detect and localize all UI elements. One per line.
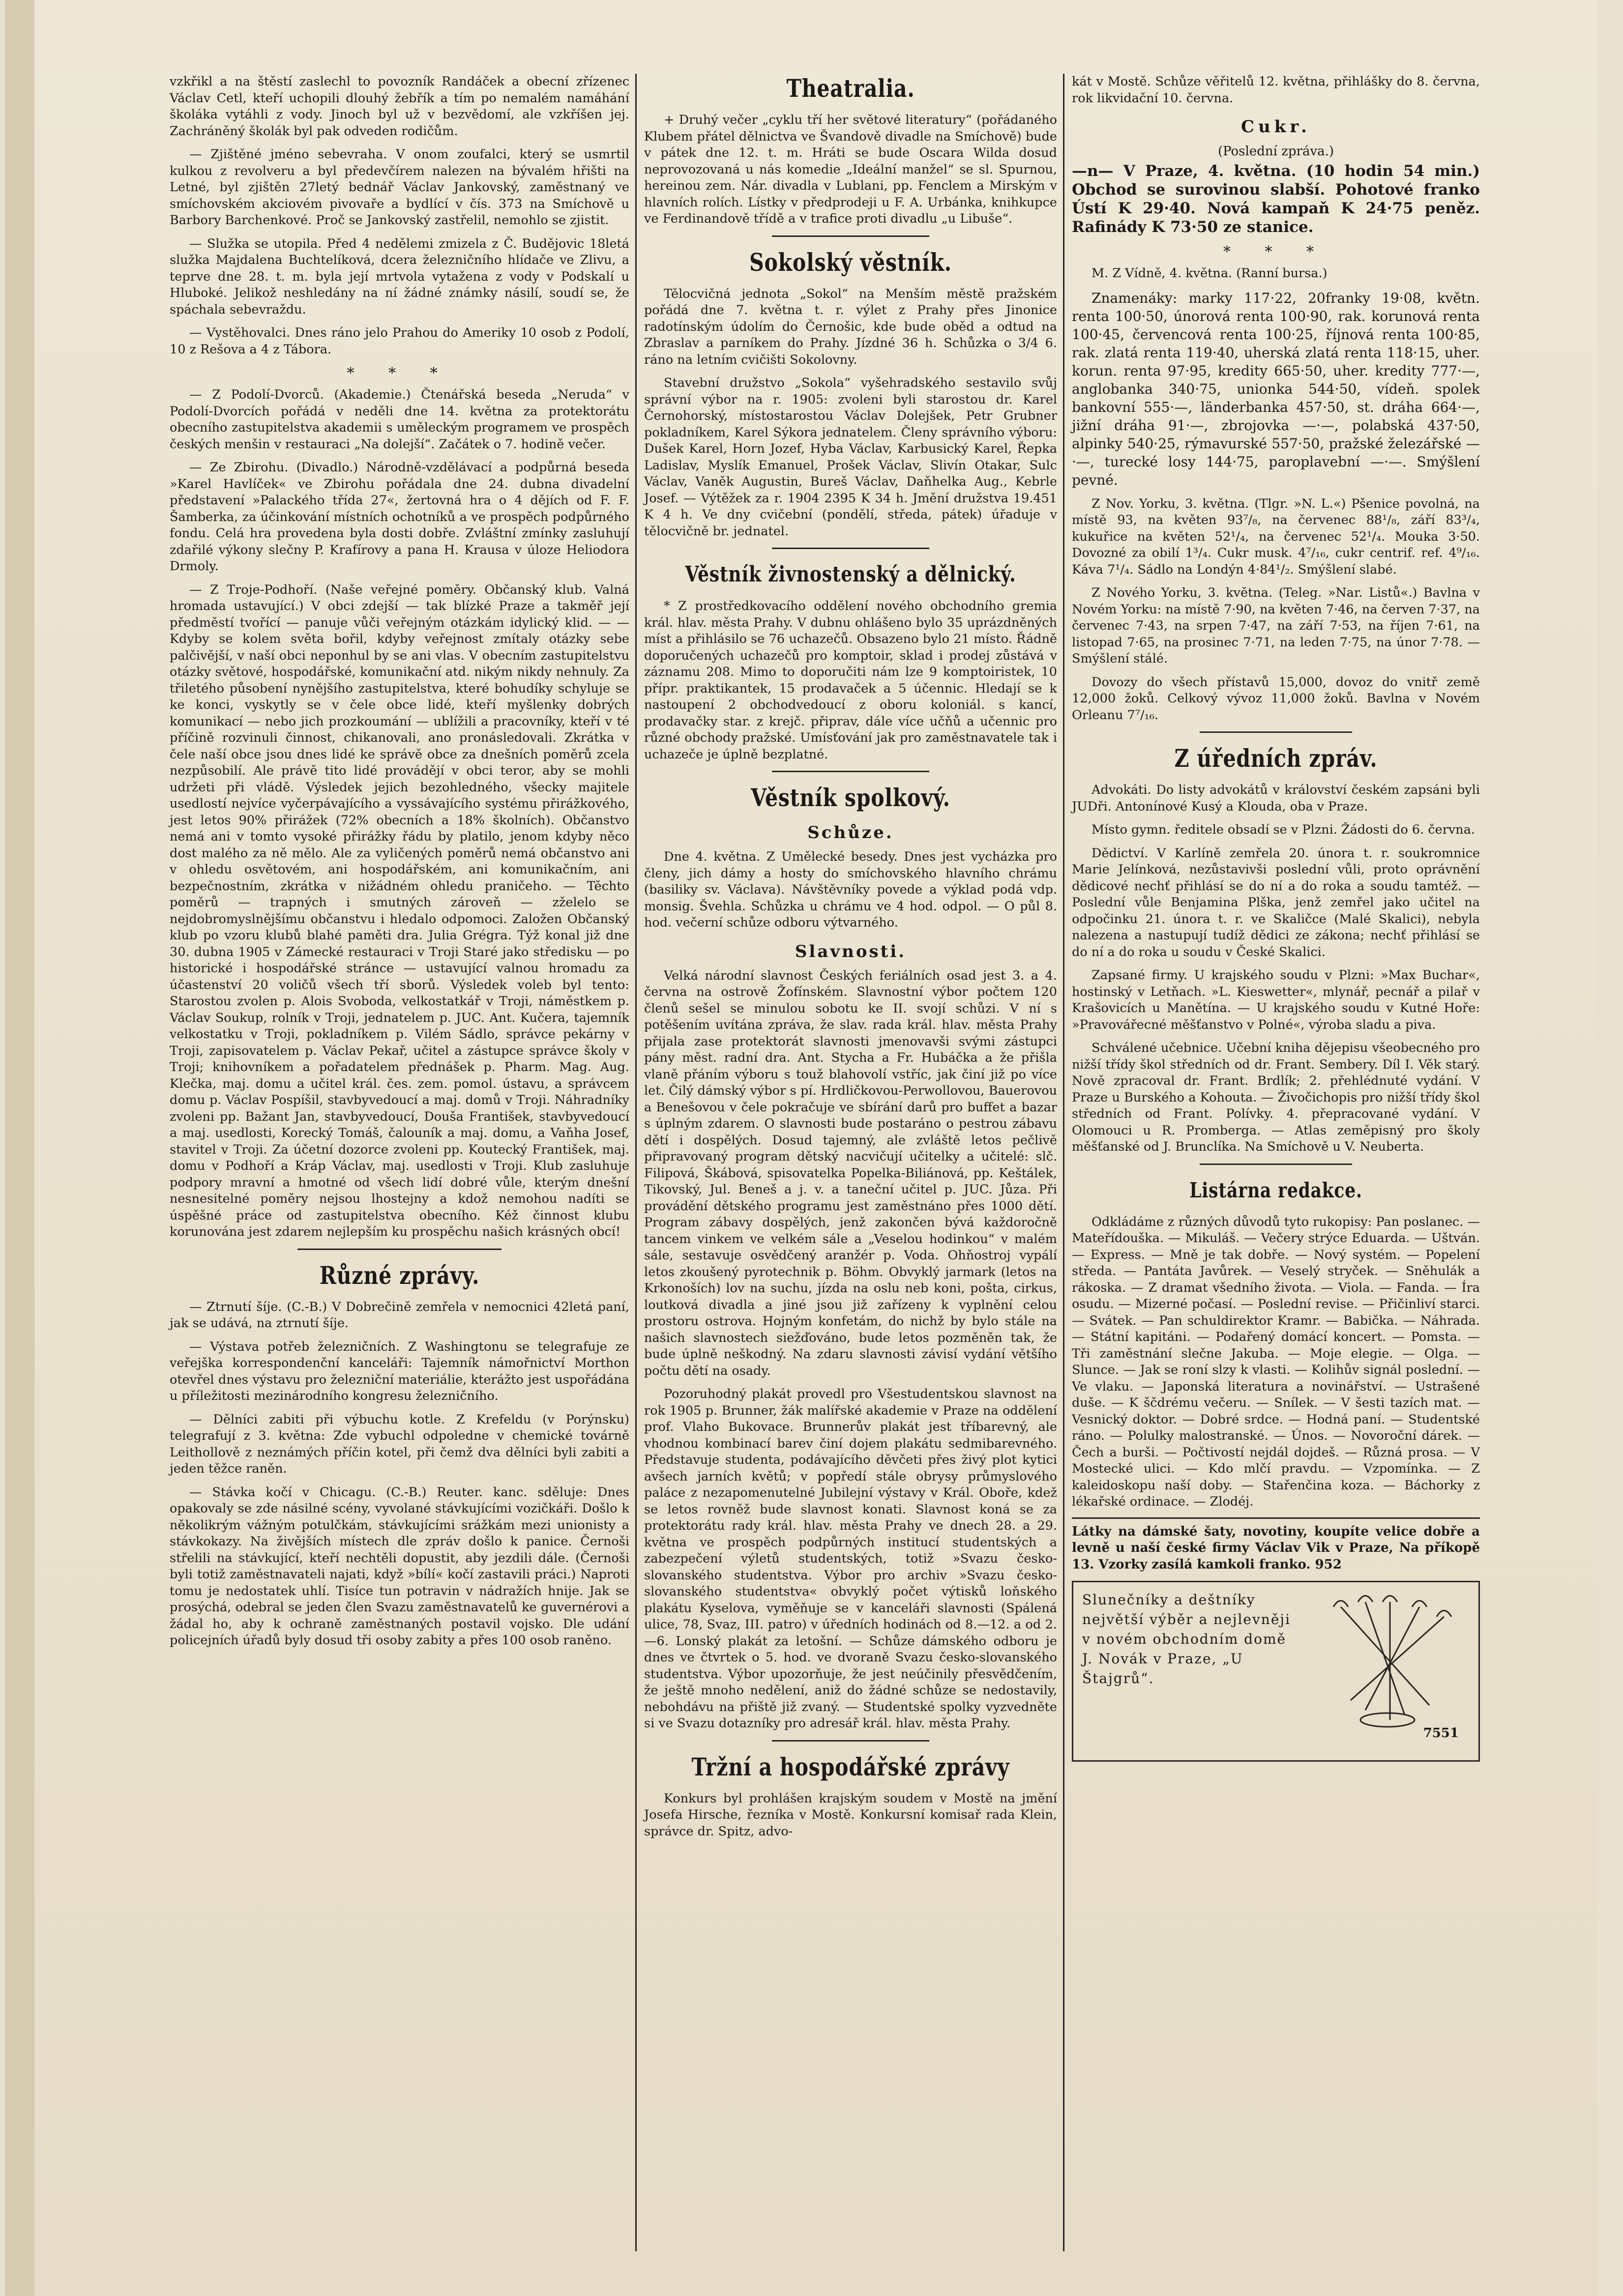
cukr-note: (Poslední zpráva.) [1217,144,1334,159]
divider [772,235,929,237]
news-item-podoli: — Z Podolí-Dvorců. (Akademie.) Čtenářská beseda „Neruda“ v Podolí-Dvorcích pořádá v neděli dne 14. května za protektorátu obecního zastupitelstva akademii s uměleckým programem ve prospěch českých menšin v restauraci „Na dolejší“. Začátek o 7. hodině večer. [170,387,629,452]
schuze-text: Dne 4. května. Z Umělecké besedy. Dnes jest vycházka pro členy, jich dámy a hosty do smíchovského hlavního chrámu (basiliky sv. Václava). Návštěvníky povede a výklad podá vdp. monsig. Švehla. Schůzka u chrámu ve 4 hod. odpol. — O půl 8. hod. večerní schůze odboru výtvarného. [644,849,1057,930]
cukr-report: —n— V Praze, 4. května. (10 hodin 54 min.) Obchod se surovinou slabší. Pohotové franko Ústí K 29·40. Nová kampaň K 24·75 peněz. Rafinády K 73·50 ze stanice. [1072,162,1480,236]
divider [772,548,929,549]
newspaper-page [34,0,1598,2296]
sokol-item: Tělocvičná jednota „Sokol“ na Menším městě pražském pořádá dne 7. května t. r. výlet z Prahy přes Jinonice radotínským údolím do Černošic, kde bude oběd a odtud na Zbraslav a parníkem do Prahy. Jízdné 36 h. Schůzka o 3/4 6. ráno na letním cvičišti Sokolovny. [644,286,1057,367]
news-item-suicide: — Zjištěné jméno sebevraha. V onom zoufalci, který se usmrtil kulkou z revolveru a byl předevčírem nalezen na bývalém hřišti na Letné, byl zjištěn 27letý bednář Václav Jankovský, zaměstnaný ve smíchovském akciovém pivovaře a bydlící v čís. 373 na Smíchově u Barbory Barchenkové. Proč se Jankovský zastřelil, nemohlo se zjistit. [170,147,629,228]
divider [1200,1163,1352,1165]
section-title-zivnost: Věstník živnostenský a dělnický. [685,562,1016,587]
news-item-maid: — Služka se utopila. Před 4 nedělemi zmizela z Č. Budějovic 18letá služka Majdalena Buchtelíková, dcera železničního hlídače ve Zlivu, a teprve dne 28. t. m. byla její mrtvola vytažena z vody v Podskalí u Hluboké. Jelikož neshledány na ní žádné známky násilí, soudí se, že spáchala sebevraždu. [170,236,629,317]
ad-umbrellas-text: Slunečníky a deštníky největší výběr a nejlevněji v novém obchodním domě J. Novák v Praze, „U Štajgrů“. [1082,1592,1291,1686]
newyork-imports: Dovozy do všech přístavů 15,000, dovoz do vnitř země 12,000 žoků. Celkový vývoz 11,000 žoků. Bavlna v Novém Orleanu 7⁷/₁₆. [1072,674,1480,723]
section-title-trzni: Tržní a hospodářské zprávy [691,1752,1010,1781]
urad-item-firmy: Zapsané firmy. U krajského soudu v Plzni: »Max Buchar«, hostinský v Letňach. »L. Kieswetter«, mlynář, pecnář a pilař v Krašovicích u Manětína. — U krajského soudu v Kutné Hoře: »Pravovářecné měšťanstvo v Polné«, výroba sladu a piva. [1072,968,1480,1032]
divider [772,1740,929,1742]
section-title-theatralia: Theatralia. [786,74,915,103]
subheading-slavnosti: Slavnosti. [795,941,907,961]
divider [772,771,929,772]
urad-item-dedictvi: Dědictví. V Karlíně zemřela 20. února t. r. soukromnice Marie Jelínková, nezůstavivši poslední vůli, proto oprávnění dědicové nechť přihlásí se do ní a do roka a soudu tamtéž. — Poslední vůle Benjamina Plška, jenž zemřel jako učitel na odpočinku 21. února t. r. ve Skaličce (Malé Skalici), nebyla nalezena a nastupují tudíž dědici ze zákona; nechť přihlásí se do ní a do roka u soudu v České Skalici. [1072,845,1480,959]
news-item-troja: — Z Troje-Podhoří. (Naše veřejné poměry. Občanský klub. Valná hromada ustavující.) V obci zdejší — tak blízké Praze a takměř její předměstí tvořící — panuje vůči veřejným otázkám idylický klid. — — Kdyby se kolem světa bořil, kdyby veřejnost zmítaly otázky sebe palčivější, v naší obci neponhul by se ani vlas. V obecním zastupitelstvu otázky světové, hospodářské, komunikační atd. nikým nikdy nehnuly. Za třiletého působení nynějšího zastupitelstva, které bohudíky schyluje se ke konci, vyskytly se v čele obce lidé, kteří myšlenky dobrých komunikací — nebo jich prozkoumání — ublížili a pracovníky, kteří v té příčině rozvinuli činnost, chikanovali, ano pronásledovali. Zkrátka v čele naší obce jsou dnes lidé ke správě obce za dnešních poměrů zcela nezpůsobilí. Ale právě tito lidé provádějí v obci teror, aby se mohli udržeti při vládě. Výsledek jejich bezohledného, všecky majitele usedlostí nejvíce vyčerpávajícího a vyssávajícího systému přirážkového, jest letos 90% přirážek (72% obecních a 18% školních). Občanstvo nemá ani v tomto vysoké přirážky řádu by platilo, jenom kdyby něco dost malého za ně mělo. Ale za vyličených poměrů nemá občanstvo ani v ohledu osvětovém, ani hospodářském, ani komunikačním, ani bezpečnostním, zkrátka v nižádném ohledu praničeho. — Těchto poměrů — trapných i smutných zároveň — zželelo se nejdobromyslnějšímu občanstvu i hledalo odpomoci. Založen Občanský klub po vzoru klubů blahé paměti dra. Julia Grégra. Týž konal již dne 30. dubna 1905 v Zámecké restauraci v Troji Staré jako středisku — po historické i hospodářské stránce — ustavující valnou hromadu za účastenství 20 voličů všech tří sborů. Výsledek voleb byl tento: Starostou zvolen p. Alois Svoboda, velkostatkář v Troji, náměstkem p. Václav Soukup, rolník v Troji, jednatelem p. JUC. Ant. Kučera, tajemník velkostatku v Troji, pokladníkem p. Vilém Sádlo, správce pekárny v Troji, zapisovatelem p. Václav Pekař, učitel a zástupce správce školy v Troji; knihovníkem a pořadatelem přednášek p. Pharm. Mag. Aug. Klečka, maj. domu a učitel král. čes. zem. pomol. ústavu, a správcem domu p. Václav Pospíšil, stavbyvedoucí a maj. domů v Troji. Náhradníky zvoleni pp. Bažant Jan, stavbyvedoucí, Douša František, stavbyvedoucí a maj. usedlosti, Korecký Tomáš, čalouník a maj. domu, a Vaňha Josef, stavitel v Troji. Za účetní dozorce zvoleni pp. Koutecký František, maj. domu v Podhoří a Kráp Václav, maj. usedlosti v Troji. Klub zasluhuje podpory mravní a hmotné od všech lidí dobré vůle, kterým dnešní nesnesitelné poměry nejsou lhostejny a kdož nemohou nadíti se úspěšné práce od zastupitelstva obecního. Kéž činnost klubu korunována jest zdarem nejlepším ku prospěchu našich krásných obcí! [170,582,629,1239]
zivnost-text: * Z prostředkovacího oddělení nového obchodního gremia král. hlav. města Prahy. V dubnu ohlášeno bylo 35 uprázdněných míst a přihlásilo se 76 uchazečů. Obsazeno bylo 21 místo. Řádně doporučených uchazečů pro komptoir, sklad i prodej zůstává v záznamu 208. Mimo to doporučiti nám lze 9 komptoiristek, 10 přípr. praktikantek, 15 prodavaček a 5 účennic. Hledají se k nastoupení 2 obchodvedoucí z oboru koloniál. s kancí, prodavačky star. z krejč. připrav, dále více učňů a učennic pro různé obchody pražské. Umísťování jak pro zaměstnavatele tak i uchazeče je úplně bezplatné. [644,599,1057,762]
slavnosti-text: Velká národní slavnost Českých feriálních osad jest 3. a 4. června na ostrově Žofínském. Slavnostní výbor počtem 120 členů sešel se minulou sobotu ke II. svojí schůzi. V ní s potěšením uvítána zpráva, že slav. rada král. hlav. města Prahy přijala zase protektorát slavnosti jmenovavši svými zástupci pány měst. radní dra. Ant. Stycha a Fr. Hubáčka a že přišla vlaně přáním výboru s touž blahovolí vstříc, jak činí již po více let. Čilý dámský výbor s pí. Hrdličkovou-Perwollovou, Bauerovou a Benešovou v čele pokračuje ve sbírání darů pro buffet a bazar s úplným zdarem. O slavnosti bude postaráno o pestrou zábavu dětí i dospělých. Dosud tajemný, ale zvláště letos pečlivě připravovaný program dětský nacvičují učitelky a učitelé: slč. Filipová, Škábová, spisovatelka Popelka-Biliánová, pp. Keštálek, Tikovský, Jul. Beneš a j. v. a taneční učitel p. JUC. Jůza. Při provádění dětského programu jest zaměstnáno přes 1000 dětí. Program zábavy dospělých, jenž zakončen bývá každoročně tancem vinkem ve velkém sále a „Veselou hodinkou“ v malém sále, sestavuje osvědčený aranžér p. Voda. Ohňostroj vypálí letos zkoušený pyrotechnik p. Böhm. Obvyklý jarmark (letos na Krkonoších) lov na suchu, jízda na oslu neb koni, pošta, cirkus, loutková divadla a jiné jsou již zařízeny k vyplnění celou prostoru ostrova. Hojným konfetám, do nichž by bylo stále na našich slavnostech siežďováno, bude letos pozměněn tak, že bude úplně neškodný. Na zdaru slavnosti závisí vydání většího počtu dětí na osady. [644,968,1057,1378]
column-3 [1072,74,1480,1762]
news-item-explosion: — Dělníci zabiti při výbuchu kotle. Z Krefeldu (v Porýnsku) telegrafují z 3. května: Zde vybuchl odpoledne v chemické továrně Leithollově z neznámých příčin kotel, při čemž dva dělníci byli zabiti a jeden těžce raněn. [170,1412,629,1476]
section-title-urad: Z úředních zpráv. [1174,744,1378,773]
urad-item-advokati: Advokáti. Do listy advokátů v království českém zapsáni byli JUDři. Antonínové Kusý a Klouda, oba v Praze. [1072,783,1480,814]
news-item-rescue: vzkřikl a na štěstí zaslechl to povozník Randáček a obecní zřízenec Václav Cetl, kteří uchopili dlouhý žebřík a tím po nemalém namáhání školáka vytáhli z vody. Jinoch byl už v bezvědomí, ale vzkříšen jej. Zachráněný školák byl pak odveden rodičům. [170,74,629,139]
subheading-cukr: Cukr. [1241,117,1311,137]
column-1 [170,74,629,1656]
section-title-spolky: Věstník spolkový. [751,783,950,812]
urad-item-reditel: Místo gymn. ředitele obsadí se v Plzni. Žádosti do 6. června. [1092,822,1475,837]
news-item-zbiroh: — Ze Zbirohu. (Divadlo.) Národně-vzdělávací a podpůrná beseda »Karel Havlíček« ve Zbirohu pořádala dne 24. dubna divadelní představení »Palackého třída 27«, žertovná hra o 4 dějích od F. F. Šamberka, za účinkování místních ochotníků a ve prospěch podpůrného fondu. Celá hra provedena byla dosti dobře. Zvláštní zmínky zasluhují zdařilé výkony slečny P. Krafírovy a pana H. Krausa v úloze Heliodora Drmoly. [170,460,629,574]
divider [297,1249,502,1250]
ad-fabrics: Látky na dámské šaty, novotiny, koupíte velice dobře a levně u naší české firmy Václav Vik v Praze, Na příkopě 13. Vzorky zasílá kamkoli franko. 952 [1072,1524,1480,1572]
news-item-exhibition: — Výstava potřeb železničních. Z Washingtonu se telegrafuje ze veřejška korrespondenční kanceláři: Tajemník námořnictví Morthon otevřel dnes výstavu pro železniční materiálie, kterážto jest uspořádána u příležitosti mezinárodního kongresu železničního. [170,1339,629,1403]
section-title-listarna: Listárna redakce. [1189,1178,1362,1202]
separator-stars: * * * [1223,243,1329,261]
trzni-text: Konkurs byl prohlášen krajským soudem v Mostě na jmění Josefa Hirsche, řezníka v Mostě. Konkursní komisař rada Klein, správce dr. Spitz, advo- [644,1791,1057,1839]
umbrella-illustration-icon [1306,1587,1469,1735]
column-divider-2 [1063,74,1064,2251]
konkurs-continued: kát v Mostě. Schůze věřitelů 12. května, přihlášky do 8. června, rok likvidační 10. června. [1072,74,1480,106]
newyork-grain: Z Nov. Yorku, 3. května. (Tlgr. »N. L.«) Pšenice povolná, na místě 93, na květen 93⁷/₈, na červenec 88¹/₈, září 83³/₄, kukuřice na květen 52¹/₄, na červenec 52¹/₄. Mouka 3·50. Dovozné za obilí 1³/₄. Cukr musk. 4⁷/₁₆, cukr centrif. ref. 4⁹/₁₆. Káva 7¹/₄. Sádlo na Londýn 4·84¹/₂. Smýšlení slabé. [1072,496,1480,577]
burza-heading: M. Z Vídně, 4. května. (Ranní bursa.) [1092,266,1328,281]
urad-item-ucebnice: Schválené učebnice. Učební kniha dějepisu všeobecného pro nižší třídy škol středních od dr. Frant. Sembery. Díl I. Věk starý. Nově zpracoval dr. Frant. Brdlík; 2. přehlédnuté vydání. V Praze u Burského a Kohouta. — Živočichopis pro nižší třídy škol středních od Frant. Polívky. 4. přepracované vydání. V Olomouci u R. Promberga. — Atlas zeměpisný pro školy měšťanské od J. Brunclíka. Na Smíchově u V. Neuberta. [1072,1041,1480,1154]
newyork-cotton: Z Nového Yorku, 3. května. (Teleg. »Nar. Listů«.) Bavlna v Novém Yorku: na místě 7·90, na květen 7·46, na červen 7·37, na červenec 7·43, na srpen 7·47, na září 7·53, na říjen 7·61, na listopad 7·65, na prosinec 7·71, na leden 7·75, na únor 7·78. — Smýšlení stálé. [1072,585,1480,666]
separator-stars: * * * [347,365,452,382]
divider [1072,1517,1480,1519]
news-item-tetanus: — Ztrnutí šíje. (C.-B.) V Dobrečině zemřela v nemocnici 42letá paní, jak se udává, na ztrnutí šíje. [170,1299,629,1331]
column-divider-1 [635,74,637,2251]
ad-umbrellas [1072,1581,1480,1762]
section-title-ruzne: Různé zprávy. [319,1260,480,1290]
section-title-sokol: Sokolský věstník. [749,247,952,277]
ad-umbrellas-number: 7551 [1423,1726,1459,1741]
page-binding-edge [5,0,34,2296]
divider [1200,731,1352,733]
plakat-text: Pozoruhodný plakát provedl pro Všestudentskou slavnost na rok 1905 p. Brunner, žák malířské akademie v Praze na oddělení prof. Vlaho Bukovace. Brunnerův plakát jest tříbarevný, ale vhodnou kombinací barev činí dojem plakátu sedmibarevného. Představuje studenta, podávajícího děvčeti přes živý plot kytici avšech jarních květů; v popředí stále obrysy průmyslového paláce z nezapomenutelné Jubilejní výstavy v Král. Oboře, kdež se letos rovněž bude slavnost konati. Slavnost koná se za protektorátu rady král. hlav. města Prahy ve dnech 28. a 29. května ve prospěch podpůrných institucí studentských a zabezpečení výletů studentských, totiž »Svazu česko-slovanského studentstva. Výbor pro archiv »Svazu česko-slovanského studentstva« obvyklý počet výtisků loňského plakátu Kyselova, vyměňuje se v kanceláři slavnosti (Spálená ulice, 78, Svaz, III. patro) v úředních hodinách od 8.—12. a od 2.—6. Lonský plakát za letošní. — Schůze dámského odboru je dnes ve čtvrtek o 5. hod. ve dvoraně Svazu česko-slovanského studentstva. Výbor upozorňuje, že jest neúčinily přesvědčením, že ještě mnoho nedělení, aniž do žádné schůze se nedostavily, nebohdávu na přiště již zvaný. — Studentské spolky vyzvedněte si ve Svazu dotazníky pro adresář král. hlav. města Prahy. [644,1387,1057,1731]
subheading-schuze: Schůze. [807,823,894,843]
burza-report: Znamenáky: marky 117·22, 20franky 19·08, květn. renta 100·50, únorová renta 100·90, rak. korunová renta 100·45, červencová renta 100·25, říjnová renta 100·85, rak. zlatá renta 119·40, uherská zlatá renta 118·15, uher. korun. renta 97·95, kredity 665·50, uher. kredity 777·—, anglobanka 340·75, unionka 544·50, vídeň. spolek bankovní 555·—, länderbanka 457·50, st. dráha 664·—, jižní dráha 91·—, zbrojovka —·—, polabská 437·50, alpinky 540·25, rýmavurské 557·50, pražské železářské —·—, turecké losy 144·75, paroplavební —·—. Smýšlení pevné. [1072,290,1480,488]
listarna-text: Odkládáme z různých důvodů tyto rukopisy: Pan poslanec. — Mateřídouška. — Mikuláš. — Večery strýce Eduarda. — Uštván. — Express. — Mně je tak dobře. — Nový systém. — Popelení středa. — Pantáta Javůrek. — Veselý stryček. — Sněhulák a rákoska. — Z dramat všedního života. — Viola. — Fanda. — Íra osudu. — Mizerné počasí. — Poslední revise. — Přičinliví starci. — Svátek. — Pan schuldirektor Kramr. — Babička. — Náhrada. — Státní kapitáni. — Podařený domácí koncert. — Pomsta. — Tři zaměstnání slečne Jakuba. — Moje elegie. — Olga. — Slunce. — Jak se roní slzy k vlasti. — Kolihův signál poslední. — Ve vlaku. — Japonská literatura a novinářství. — Ustrašené duše. — K ščdrému večeru. — Snílek. — V šesti tazích mat. — Vesnický doktor. — Dobré srdce. — Hodná paní. — Studentské ráno. — Polulky malostranské. — Únos. — Novoroční dárek. — Čech a burši. — Počtivostí nejdál dojdeš. — Různá prosa. — V Mostecké ulici. — Kdo mlčí pravdu. — Vzpomínka. — Z kaleidoskopu naší doby. — Stařenčina koza. — Báchorky z lékařské ordinace. — Zlodéj. [1072,1214,1480,1509]
theatralia-text: + Druhý večer „cyklu tří her světové literatury“ (pořádaného Klubem přátel dělnictva ve Švandově divadle na Smíchově) bude v pátek dne 12. t. m. Hráti se bude Oscara Wilda dosud neprovozovaná u nás komedie „Ideální manžel“ se sl. Spurnou, hereinou zem. Nár. divadla v Lublani, pp. Fenclem a Mirským v hlavních rolích. Lístky v předprodeji u F. A. Urbánka, knihkupce ve Ferdinandově třídě a v trafice proti divadlu „u Libuše“. [644,113,1057,226]
sokol-item: Stavební družstvo „Sokola“ vyšehradského sestavilo svůj správní výbor na r. 1905: zvoleni byli starostou dr. Karel Černohorský, místostarostou Václav Dolejšek, Petr Grubner pokladníkem, Karel Sýkora jednatelem. Členy správního výboru: Dušek Karel, Horn Jozef, Hyba Václav, Karbusický Karel, Řepka Ladislav, Myslík Emanuel, Prošek Václav, Slivín Otakar, Sulc Václav, Vaněk Augustin, Bureš Václav, Daňhelka Aug., Kebrle Josef. — Výtěžek za r. 1904 2395 K 34 h. Jmění družstva 19.451 K 4 h. Ve dny cvičební (pondělí, středa, pátek) úřaduje v tělocvičně br. jednatel. [644,376,1057,539]
news-item-chicago-strike: — Stávka kočí v Chicagu. (C.-B.) Reuter. kanc. sděluje: Dnes opakovaly se zde násilné scény, vyvolané stávkujícími vozičkáři. Došlo k několikrým vážným potulčkám, stávkujícími srážkám mezi unionisty a stávkokazy. Na živějších místech dle zpráv došlo k panice. Černoši střelili na stávkující, kteří nechtěli dopustit, aby jezdili dále. (Černoši byli totiž zaměstnavateli najati, když »bílí« kočí zastavili práci.) Naproti tomu je nedostatek uhlí. Tisíce tun potravin v nádražích hnije. Jak se prosýchá, odebral se jeden člen Svazu zaměstnavatelů ke guvernérovi a žádal ho, aby k ochraně zaměstnaných postavil vojsko. Dle udání policejních úřadů byly dosud tři osoby zabity a přes 100 osob raněno. [170,1484,629,1648]
news-item-emigrants: — Vystěhovalci. Dnes ráno jelo Prahou do Ameriky 10 osob z Podolí, 10 z Rešova a 4 z Tábora. [170,325,629,357]
column-2 [644,74,1057,1847]
